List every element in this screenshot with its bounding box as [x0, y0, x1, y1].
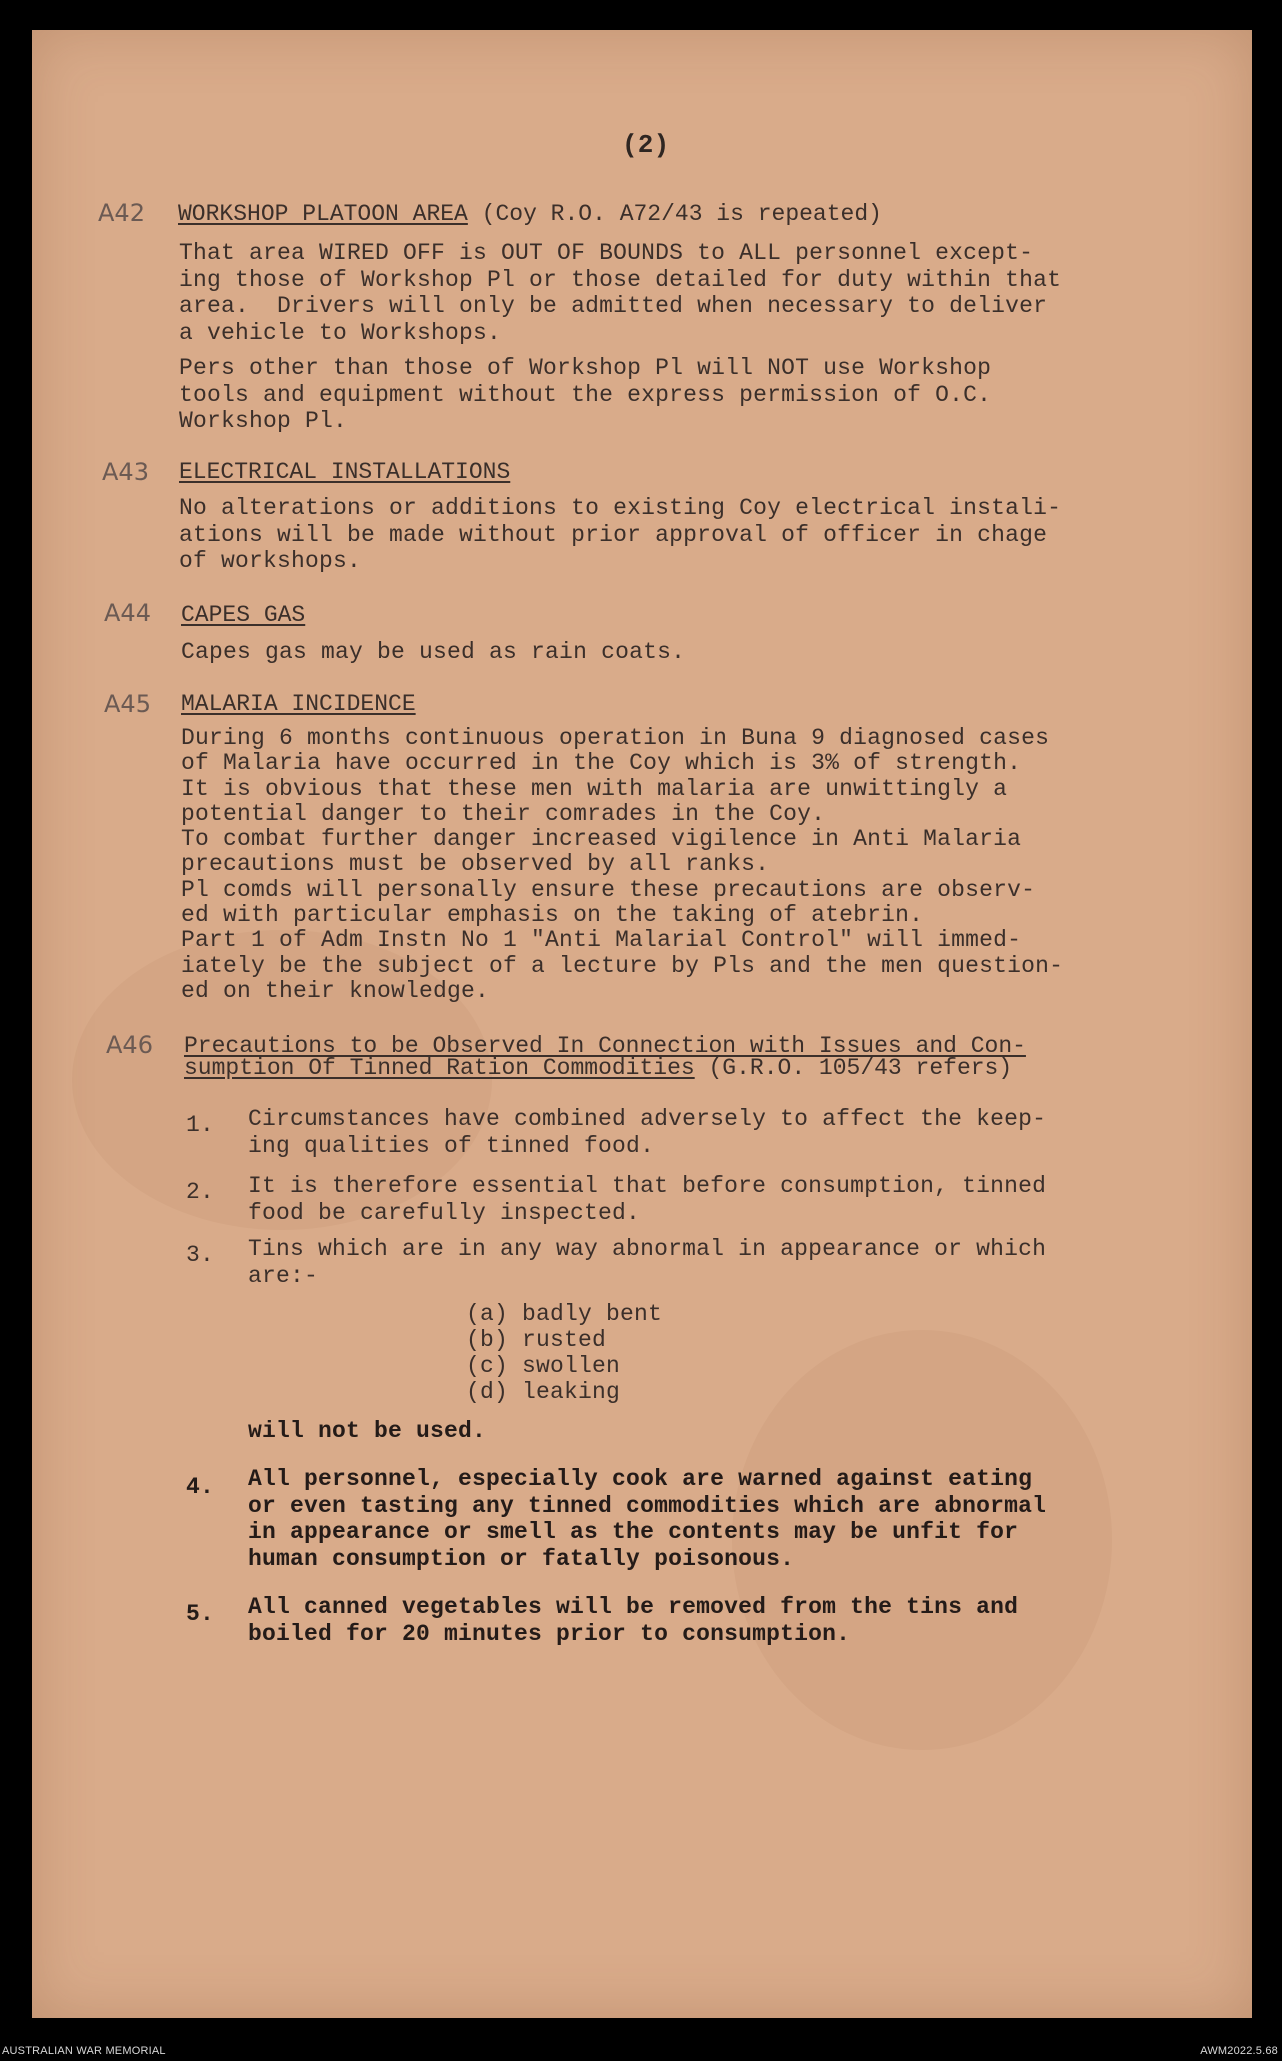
paragraph-a45-1: During 6 months continuous operation in Buna 9 diagnosed cases of Malaria have occurred in the Coy which is 3% of strength. It is obvious that these men with malaria are unwittingly a potential danger to their comrades in the Coy. To combat further danger increased vigilence in Anti Malaria precautions must be observed by all ranks. Pl comds will personally ensure these precautions are observ- ed with particular emphasis on the taking of atebrin. Part 1 of Adm Instn No 1 "Anti Malarial Control" will immed- iately be the subject of a lecture by Pls and the men question- ed on their knowledge.: [181, 725, 1064, 1004]
sub-list-item: (c) swollen: [466, 1353, 621, 1379]
section-number-a44: A44: [104, 599, 151, 627]
sub-list-item: (b) rusted: [466, 1327, 607, 1353]
list-item-text: All canned vegetables will be removed from the tins and boiled for 20 minutes prior to consumption.: [248, 1594, 1019, 1647]
page-number: (2): [622, 130, 670, 160]
list-item-number: 1.: [186, 1112, 215, 1138]
list-item-number: 4.: [186, 1474, 215, 1500]
sub-list-item: (a) badly bent: [466, 1301, 663, 1327]
paragraph-a42-1: That area WIRED OFF is OUT OF BOUNDS to ALL personnel except- ing those of Workshop Pl or those detailed for duty within that area. Drivers will only be admitted when necessary to deliver a vehicle to Workshops.: [179, 240, 1062, 346]
section-heading-a45: [181, 691, 416, 717]
section-heading-a46: [184, 1035, 1026, 1079]
section-number-a45: A45: [104, 690, 151, 718]
paragraph-a44-1: Capes gas may be used as rain coats.: [181, 639, 686, 665]
paragraph-a42-2: Pers other than those of Workshop Pl will NOT use Workshop tools and equipment without the express permission of O.C. Workshop Pl.: [179, 355, 992, 434]
list-item-text: Tins which are in any way abnormal in appearance or which are:-: [248, 1236, 1047, 1289]
section-number-a42: A42: [98, 199, 145, 227]
section-title-suffix-a42: (Coy R.O. A72/43 is repeated): [481, 201, 882, 227]
footer-credit-right: AWM2022.5.68: [1200, 2045, 1278, 2057]
sub-list-item: (d) leaking: [466, 1379, 621, 1405]
list-item-number: 2.: [186, 1179, 215, 1205]
item-3-tail: will not be used.: [248, 1418, 487, 1444]
list-item-number: 3.: [186, 1242, 215, 1268]
list-item-text: It is therefore essential that before consumption, tinned food be carefully inspected.: [248, 1173, 1047, 1226]
footer-credit-left: AUSTRALIAN WAR MEMORIAL: [2, 2045, 166, 2057]
section-heading-a44: [181, 602, 305, 628]
list-item-text: All personnel, especially cook are warned against eating or even tasting any tinned commodities which are abnormal in appearance or smell as the contents may be unfit for human consumption or fatally poisonous.: [248, 1466, 1047, 1572]
section-number-a43: A43: [102, 458, 149, 486]
list-item-text: Circumstances have combined adversely to affect the keep- ing qualities of tinned food.: [248, 1106, 1047, 1159]
section-title-a45: MALARIA INCIDENCE: [181, 691, 416, 717]
section-title-a43: ELECTRICAL INSTALLATIONS: [179, 459, 511, 485]
section-title-a42: WORKSHOP PLATOON AREA: [178, 201, 468, 227]
paragraph-a43-1: No alterations or additions to existing Coy electrical instali- ations will be made without prior approval of officer in chage of workshops.: [179, 495, 1062, 574]
section-title-a46-line1: Precautions to be Observed In Connection with Issues and Con-: [184, 1033, 1026, 1059]
section-title-suffix-a46: (G.R.O. 105/43 refers): [708, 1055, 1013, 1081]
section-number-a46: A46: [106, 1031, 153, 1059]
section-title-a44: CAPES GAS: [181, 602, 306, 628]
section-heading-a43: [179, 459, 510, 485]
list-item-number: 5.: [186, 1601, 215, 1627]
section-title-a46-line2: sumption Of Tinned Ration Commodities: [184, 1055, 695, 1081]
section-heading-a42: [178, 201, 882, 227]
